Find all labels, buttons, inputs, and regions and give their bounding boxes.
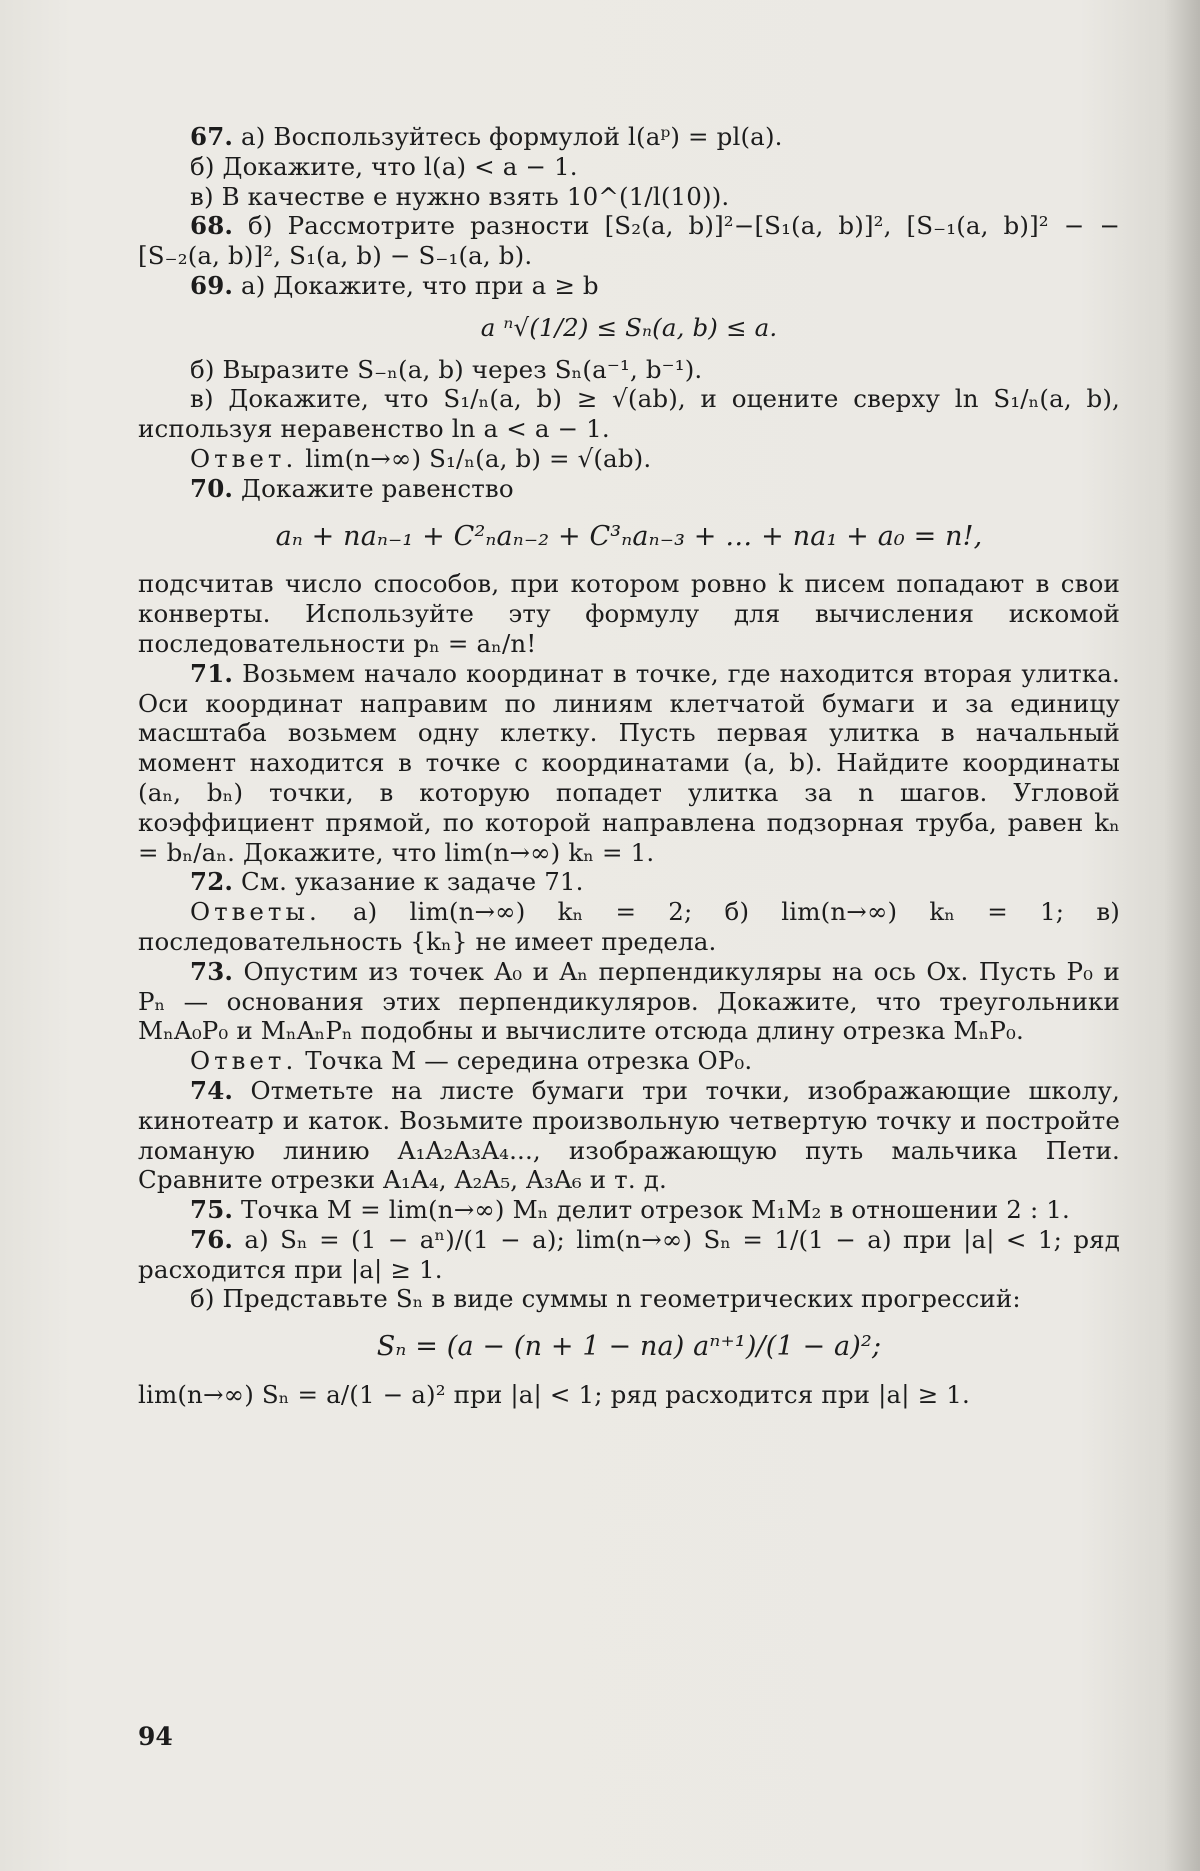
paragraph-p69b — [138, 355, 1120, 385]
paragraph-p68 — [138, 211, 1120, 271]
paragraph-text: а) Воспользуйтесь формулой l(aᵖ) = pl(a). — [233, 122, 783, 151]
paragraph-text: б) Докажите, что l(a) < a − 1. — [190, 151, 578, 181]
paragraph-text: aₙ + naₙ₋₁ + C²ₙaₙ₋₂ + C³ₙaₙ₋₃ + … + na₁ + a₀ = n!, — [275, 520, 983, 552]
paragraph-text: б) Выразите S₋ₙ(a, b) через Sₙ(a⁻¹, b⁻¹). — [190, 354, 703, 384]
paragraph-text: См. указание к задаче 71. — [233, 867, 584, 897]
answer-label: Ответ. — [190, 443, 298, 473]
paragraph-text: Точка M = lim(n→∞) Mₙ делит отрезок M₁M₂ в отношении 2 : 1. — [233, 1195, 1070, 1225]
paragraph-f69 — [138, 313, 1120, 343]
paragraph-f76 — [138, 1332, 1120, 1362]
paragraph-p76c — [138, 1380, 1120, 1410]
paragraph-text: Отметьте на листе бумаги три точки, изображающие школу, кинотеатр и каток. Возьмите произвольную четвертую точку и постройте ломаную линию A₁A₂A₃A₄..., изображающую путь мальчика Пети. Сравните отрезки A₁A₄, A₂A₅, A₃A₆ и т. д. — [138, 1075, 1120, 1195]
answer-label: Ответ. — [190, 1046, 298, 1076]
paragraph-p71 — [138, 659, 1120, 868]
paragraph-p67b — [138, 152, 1120, 182]
paragraph-p69ans — [138, 444, 1120, 474]
paragraph-text: подсчитав число способов, при котором ровно k писем попадают в свои конверты. Используйте эту формулу для вычисления искомой последовательности pₙ = aₙ/n! — [138, 569, 1120, 658]
paragraph-p67c — [138, 182, 1120, 212]
paragraph-text: а) Sₙ = (1 − aⁿ)/(1 − a); lim(n→∞) Sₙ = 1/(1 − a) при |a| < 1; ряд расходится при |a| ≥ 1. — [138, 1224, 1120, 1284]
paragraph-text: в) В качестве e нужно взять 10^(1/l(10)). — [190, 181, 730, 211]
paragraph-p72 — [138, 867, 1120, 897]
paragraph-text: Докажите равенство — [233, 473, 514, 503]
paragraph-p70 — [138, 474, 1120, 504]
page-number: 94 — [138, 1722, 173, 1751]
paragraph-text: Опустим из точек A₀ и Aₙ перпендикуляры на ось Ox. Пусть P₀ и Pₙ — основания этих перпендикуляров. Докажите, что треугольники MₙA₀P₀ и MₙAₙPₙ подобны и вычислите отсюда длину отрезка MₙP₀. — [138, 956, 1120, 1046]
problem-number: 71. — [190, 658, 234, 688]
paragraph-text: б) Рассмотрите разности [S₂(a, b)]²−[S₁(a, b)]², [S₋₁(a, b)]² − − [S₋₂(a, b)]², S₁(a, b) − S₋₁(a, b). — [138, 211, 1120, 271]
paragraph-text: Возьмем начало координат в точке, где находится вторая улитка. Оси координат направим по линиям клетчатой бумаги и за единицу масштаба возьмем одну клетку. Пусть первая улитка в начальный момент находится в точке с координатами (a, b). Найдите координаты (aₙ, bₙ) точки, в которую попадет улитка за n шагов. Угловой коэффициент прямой, по которой направлена подзорная труба, равен kₙ = bₙ/aₙ. Докажите, что lim(n→∞) kₙ = 1. — [138, 658, 1120, 867]
problem-number: 69. — [190, 270, 234, 300]
paragraph-p75 — [138, 1195, 1120, 1225]
paragraph-text: а) lim(n→∞) kₙ = 2; б) lim(n→∞) kₙ = 1; в) последовательность {kₙ} не имеет предела. — [138, 897, 1120, 956]
text-column — [138, 122, 1120, 1410]
problem-number: 75. — [190, 1195, 234, 1225]
problem-number: 74. — [190, 1075, 234, 1105]
problem-number: 68. — [190, 211, 234, 241]
paragraph-f70 — [138, 522, 1120, 552]
paragraph-p69a — [138, 271, 1120, 301]
paragraph-p72ans — [138, 897, 1120, 957]
paragraph-p76b — [138, 1284, 1120, 1314]
problem-number: 72. — [190, 867, 234, 897]
paragraph-text: Sₙ = (a − (n + 1 − na) aⁿ⁺¹)/(1 − a)²; — [376, 1331, 882, 1363]
paragraph-text: в) Докажите, что S₁/ₙ(a, b) ≥ √(ab), и оцените сверху ln S₁/ₙ(a, b), используя неравенство ln a < a − 1. — [138, 384, 1120, 444]
paragraph-p70b — [138, 569, 1120, 658]
answer-label: Ответы. — [190, 897, 321, 927]
paragraph-p76a — [138, 1225, 1120, 1285]
problem-number: 67. — [190, 122, 234, 151]
paragraph-p73 — [138, 957, 1120, 1046]
paragraph-p69c — [138, 384, 1120, 444]
paragraph-text: Точка M — середина отрезка OP₀. — [297, 1046, 753, 1076]
problem-number: 73. — [190, 956, 234, 986]
paragraph-text: lim(n→∞) S₁/ₙ(a, b) = √(ab). — [297, 443, 652, 473]
paragraph-p67a — [138, 122, 1120, 152]
paragraph-p73ans — [138, 1046, 1120, 1076]
paragraph-text: б) Представьте Sₙ в виде суммы n геометрических прогрессий: — [190, 1284, 1021, 1314]
problem-number: 70. — [190, 473, 234, 503]
paragraph-text: а) Докажите, что при a ≥ b — [233, 270, 599, 300]
paragraph-text: lim(n→∞) Sₙ = a/(1 − a)² при |a| < 1; ряд расходится при |a| ≥ 1. — [138, 1380, 970, 1410]
paragraph-text: a ⁿ√(1/2) ≤ Sₙ(a, b) ≤ a. — [480, 312, 778, 342]
paragraph-p74 — [138, 1076, 1120, 1195]
problem-number: 76. — [190, 1224, 234, 1254]
